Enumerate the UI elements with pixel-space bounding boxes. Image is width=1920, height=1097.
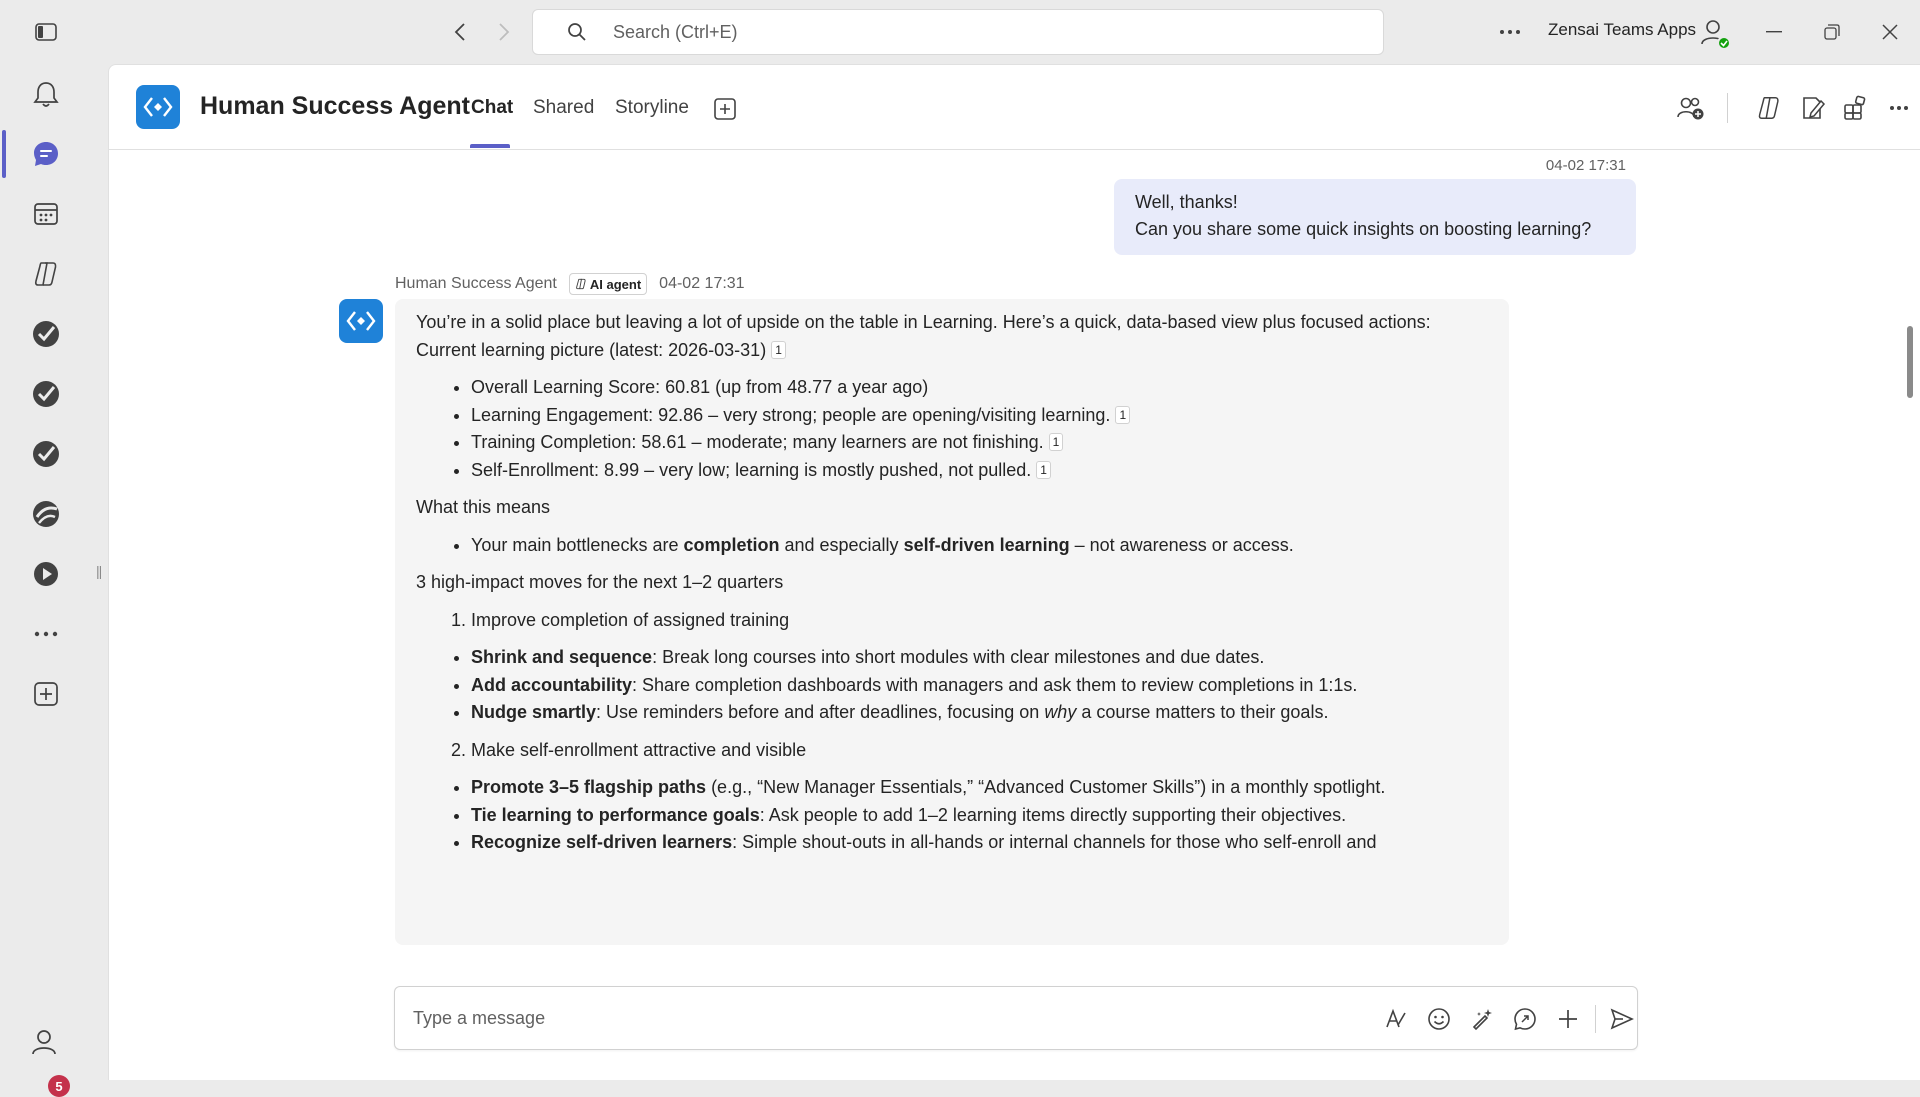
add-icon[interactable] xyxy=(1554,1005,1582,1033)
ai-agent-badge xyxy=(569,273,647,295)
notification-badge: 5 xyxy=(48,1075,70,1097)
chat-icon[interactable] xyxy=(24,132,68,176)
calendar-icon[interactable] xyxy=(24,192,68,236)
agent-avatar-icon[interactable] xyxy=(339,299,383,343)
add-tab-icon[interactable] xyxy=(710,94,740,124)
move-1-heading-list xyxy=(471,607,1489,635)
app-check-icon-3[interactable] xyxy=(24,432,68,476)
ai-agent-label: AI agent xyxy=(589,276,642,292)
outgoing-message[interactable] xyxy=(1114,179,1636,255)
scrollbar-thumb[interactable] xyxy=(1907,326,1913,398)
meaning-list xyxy=(471,532,1489,560)
people-icon[interactable] xyxy=(24,1020,68,1064)
item-text: : Share completion dashboards with managers and ask them to review completions in 1:1s. xyxy=(632,674,1358,695)
sender-name: Human Success Agent xyxy=(395,275,557,292)
account-name[interactable]: Zensai Teams Apps xyxy=(1548,20,1697,39)
list-item xyxy=(471,672,1489,700)
notes-icon[interactable] xyxy=(1798,93,1828,123)
item-bold: Recognize self-driven learners xyxy=(471,832,733,852)
app-rail xyxy=(0,64,108,1094)
item-bold: Shrink and sequence xyxy=(471,647,653,667)
back-icon[interactable] xyxy=(448,20,472,44)
incoming-meta xyxy=(395,273,745,295)
chat-header xyxy=(109,65,1920,150)
stat-text: Overall Learning Score: 60.81 (up from 48.77 a year ago) xyxy=(471,377,929,397)
move-2-heading-list xyxy=(471,737,1489,765)
item-bold: Tie learning to performance goals xyxy=(471,804,760,825)
stat-text: Self-Enrollment: 8.99 – very low; learning is mostly pushed, not pulled. xyxy=(471,459,1032,480)
sparkle-pen-icon[interactable] xyxy=(1468,1005,1496,1033)
citation-marker[interactable]: 1 xyxy=(1115,406,1130,424)
picture-heading xyxy=(416,337,1489,365)
incoming-message[interactable] xyxy=(395,299,1509,945)
meaning-text: – not awareness or access. xyxy=(1069,534,1294,555)
move-1-list xyxy=(471,644,1489,727)
add-app-icon[interactable] xyxy=(24,672,68,716)
profile-icon[interactable] xyxy=(1698,16,1732,50)
item-text: : Ask people to add 1–2 learning items directly supporting their objectives. xyxy=(759,804,1347,825)
search-placeholder: Search (Ctrl+E) xyxy=(613,21,738,42)
stats-list xyxy=(471,374,1489,484)
app-icon[interactable] xyxy=(24,492,68,536)
loop-icon[interactable] xyxy=(1511,1005,1539,1033)
header-more-icon[interactable] xyxy=(1884,93,1914,123)
forward-icon[interactable] xyxy=(492,20,516,44)
item-text: a course matters to their goals. xyxy=(1076,702,1329,722)
minimize-icon[interactable] xyxy=(1762,20,1786,44)
item-bold: Nudge smartly xyxy=(471,702,597,722)
more-apps-icon[interactable] xyxy=(24,612,68,656)
list-item xyxy=(471,457,1489,485)
meaning-heading: What this means xyxy=(416,497,551,517)
meaning-text: Your main bottlenecks are xyxy=(471,534,684,555)
move-2-list xyxy=(471,774,1489,857)
list-item xyxy=(471,802,1489,830)
rail-active-indicator xyxy=(2,130,6,178)
incoming-timestamp: 04-02 17:31 xyxy=(659,275,745,292)
move-2-heading: 2. Make self-enrollment attractive and visible xyxy=(471,737,1489,765)
list-item xyxy=(471,829,1489,857)
copilot-mini-icon xyxy=(575,278,587,290)
more-icon[interactable] xyxy=(1496,20,1524,44)
format-icon[interactable] xyxy=(1382,1005,1410,1033)
item-text: (e.g., “New Manager Essentials,” “Advanced Customer Skills”) in a monthly spotlight. xyxy=(706,777,1386,797)
list-item xyxy=(471,532,1489,560)
compose-box[interactable] xyxy=(394,986,1638,1050)
message-input[interactable]: Type a message xyxy=(413,1008,546,1028)
app-check-icon-1[interactable] xyxy=(24,312,68,356)
title-bar xyxy=(0,0,1920,64)
message-intro: You’re in a solid place but leaving a lot of upside on the table in Learning. Here’s a quick, data-based view plus focused actions: xyxy=(416,312,1431,332)
apps-icon[interactable] xyxy=(1840,93,1870,123)
tab-chat[interactable]: Chat xyxy=(471,97,514,118)
stat-text: Training Completion: 58.61 – moderate; many learners are not finishing. xyxy=(471,432,1044,452)
list-item xyxy=(471,402,1489,430)
outgoing-line-2: Can you share some quick insights on boosting learning? xyxy=(1135,219,1592,239)
copilot-header-icon[interactable] xyxy=(1754,93,1784,123)
citation-marker[interactable]: 1 xyxy=(1036,461,1051,479)
copilot-icon[interactable] xyxy=(24,252,68,296)
tab-storyline[interactable]: Storyline xyxy=(615,97,689,118)
compose-divider xyxy=(1595,1005,1596,1033)
list-item xyxy=(471,644,1489,672)
citation-marker[interactable]: 1 xyxy=(1049,433,1064,451)
move-1-heading: 1. Improve completion of assigned training xyxy=(471,607,1489,635)
list-item xyxy=(471,699,1489,727)
item-text: : Simple shout-outs in all-hands or internal channels for those who self-enroll and xyxy=(732,832,1377,852)
item-text: : Use reminders before and after deadlines, focusing on xyxy=(596,702,1045,722)
emoji-icon[interactable] xyxy=(1425,1005,1453,1033)
outgoing-timestamp: 04-02 17:31 xyxy=(1545,157,1626,174)
citation-marker[interactable]: 1 xyxy=(771,341,786,359)
resize-handle[interactable]: || xyxy=(96,563,102,579)
send-icon[interactable] xyxy=(1608,1005,1636,1033)
header-divider xyxy=(1727,93,1728,123)
list-item xyxy=(471,374,1489,402)
list-item xyxy=(471,429,1489,457)
item-bold: Add accountability xyxy=(471,674,633,695)
item-text: : Break long courses into short modules with clear milestones and due dates. xyxy=(652,647,1265,667)
app-check-icon-2[interactable] xyxy=(24,372,68,416)
tab-shared[interactable]: Shared xyxy=(533,97,595,118)
active-tab-indicator xyxy=(470,144,510,148)
add-people-icon[interactable] xyxy=(1676,93,1706,123)
item-italic: why xyxy=(1044,702,1077,722)
message-list[interactable] xyxy=(109,151,1920,945)
sidebar-toggle-icon[interactable] xyxy=(33,20,59,44)
meaning-bold-1: completion xyxy=(683,534,780,555)
picture-heading-text: Current learning picture (latest: 2026-03-31) xyxy=(416,339,767,360)
meaning-bold-2: self-driven learning xyxy=(903,534,1070,555)
restore-icon[interactable] xyxy=(1820,20,1844,44)
meaning-text: and especially xyxy=(779,534,904,555)
activity-icon[interactable] xyxy=(24,72,68,116)
agent-logo-icon xyxy=(136,85,180,129)
moves-heading: 3 high-impact moves for the next 1–2 quarters xyxy=(416,572,784,592)
close-icon[interactable] xyxy=(1878,20,1902,44)
search-input[interactable] xyxy=(532,9,1384,55)
stat-text: Learning Engagement: 92.86 – very strong; people are opening/visiting learning. xyxy=(471,404,1111,425)
chat-title: Human Success Agent xyxy=(200,92,470,120)
list-item xyxy=(471,774,1489,802)
play-icon[interactable] xyxy=(24,552,68,596)
outgoing-line-1: Well, thanks! xyxy=(1135,192,1238,212)
item-bold: Promote 3–5 flagship paths xyxy=(471,777,707,797)
chat-panel xyxy=(108,64,1920,1080)
search-icon xyxy=(567,22,593,42)
